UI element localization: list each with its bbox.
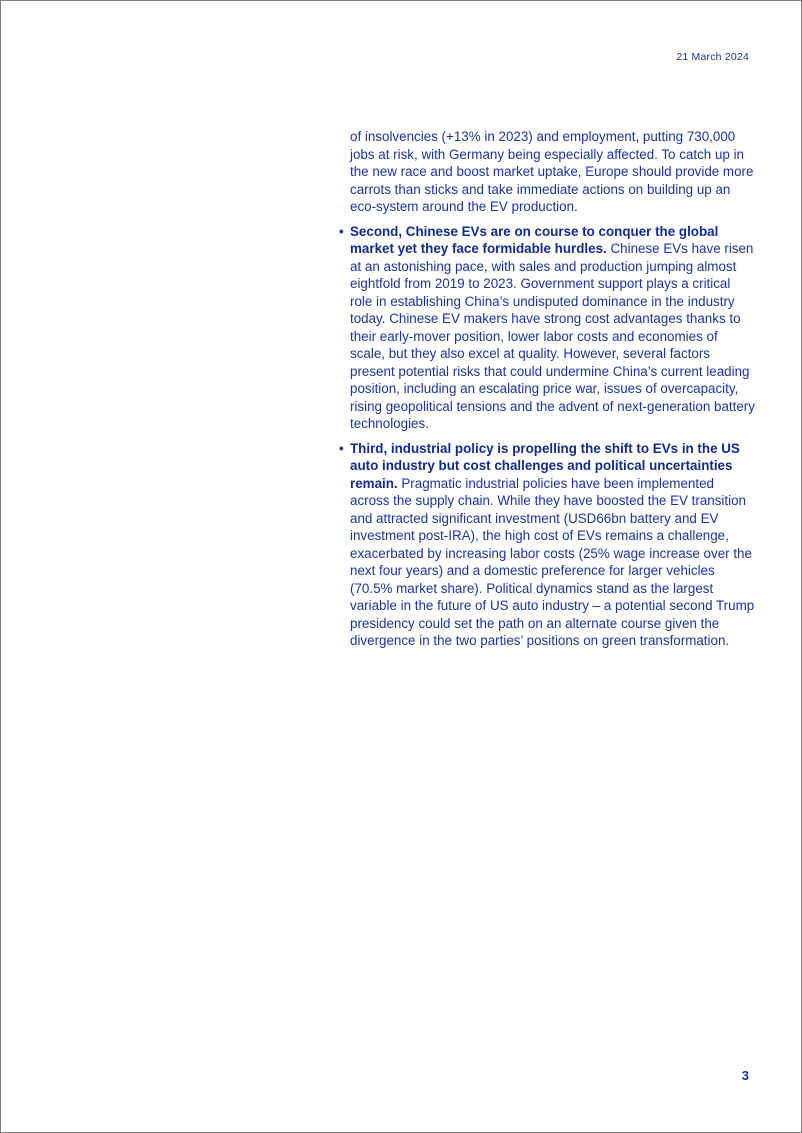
bullet-item-us: [339, 440, 755, 650]
report-date: 21 March 2024: [676, 51, 749, 63]
page-number: 3: [741, 1068, 749, 1083]
bullet-item-china: [339, 223, 755, 433]
body-text: [339, 128, 755, 650]
bullet-body: Pragmatic industrial policies have been implemented across the supply chain. While they have boosted the EV transition and attracted significant investment (USD66bn battery and EV investment post-IRA), the high cost of EVs remains a challenge, exacerbated by increasing labor costs (25% wage increase over the next four years) and a domestic preference for larger vehicles (70.5% market share). Political dynamics stand as the largest variable in the future of US auto industry – a potential second Trump presidency could set the path on an alternate course given the divergence in the two parties’ positions on green transformation.: [350, 475, 755, 648]
bullet-body: Chinese EVs have risen at an astonishing pace, with sales and production jumping almost eightfold from 2019 to 2023. Government support plays a critical role in establishing China’s undisputed dominance in the industry today. Chinese EV makers have strong cost advantages thanks to their early-mover position, lower labor costs and economies of scale, but they also excel at quality. However, several factors present potential risks that could undermine China’s current leading position, including an escalating price war, issues of overcapacity, rising geopolitical tensions and the advent of next-generation battery technologies.: [350, 241, 755, 431]
bullet-heading: Second, Chinese EVs are on course to conquer the global market yet they face formidable hurdles.: [350, 223, 719, 256]
bullet-heading: Third, industrial policy is propelling the shift to EVs in the US auto industry but cost challenges and political uncertainties remain.: [350, 440, 740, 491]
bullet-marker: •: [339, 223, 344, 239]
intro-continuation-paragraph: of insolvencies (+13% in 2023) and employment, putting 730,000 jobs at risk, with Germany being especially affected. To catch up in the new race and boost market uptake, Europe should provide more carrots than sticks and take immediate actions on building up an eco-system around the EV production.: [350, 129, 754, 214]
bullet-marker: •: [339, 440, 344, 456]
